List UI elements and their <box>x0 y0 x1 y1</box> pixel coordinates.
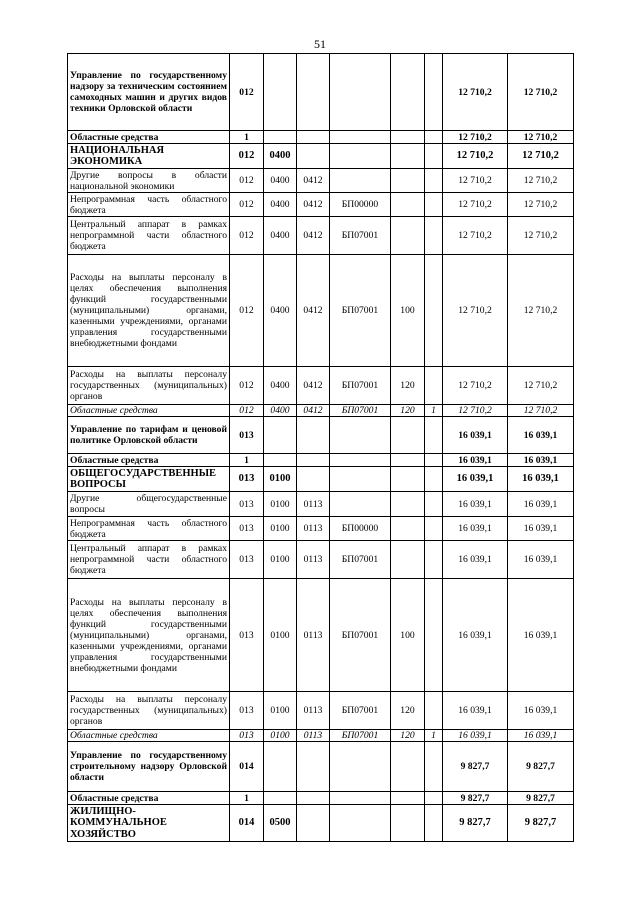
subsection-code-cell: 0412 <box>297 217 330 255</box>
admin-code-cell: 013 <box>230 541 264 579</box>
table-row <box>68 405 574 417</box>
amount-year-1-cell: 16 039,1 <box>443 541 508 579</box>
admin-code-cell: 012 <box>230 217 264 255</box>
expense-type-code-cell <box>391 467 425 492</box>
target-article-code-cell <box>330 417 391 454</box>
funding-source-code-cell <box>425 217 443 255</box>
expense-type-code-cell <box>391 492 425 517</box>
amount-year-2-cell: 16 039,1 <box>508 579 574 692</box>
subsection-code-cell <box>297 417 330 454</box>
expense-type-code-cell <box>391 805 425 842</box>
section-code-cell: 0400 <box>264 193 297 217</box>
amount-year-1-cell: 12 710,2 <box>443 169 508 193</box>
row-name-cell: Расходы на выплаты персоналу государственных (муниципальных) органов <box>68 367 230 405</box>
table-row <box>68 730 574 742</box>
admin-code-cell: 012 <box>230 255 264 367</box>
subsection-code-cell <box>297 54 330 131</box>
subsection-code-cell <box>297 454 330 467</box>
table-row <box>68 367 574 405</box>
subsection-code-cell: 0113 <box>297 517 330 541</box>
table-row <box>68 131 574 144</box>
table-row <box>68 742 574 792</box>
admin-code-cell: 012 <box>230 169 264 193</box>
amount-year-2-cell: 16 039,1 <box>508 492 574 517</box>
amount-year-1-cell: 16 039,1 <box>443 579 508 692</box>
section-code-cell <box>264 417 297 454</box>
admin-code-cell: 013 <box>230 730 264 742</box>
funding-source-code-cell <box>425 131 443 144</box>
table-row <box>68 467 574 492</box>
table-row <box>68 417 574 454</box>
funding-source-code-cell <box>425 541 443 579</box>
funding-source-code-cell <box>425 54 443 131</box>
subsection-code-cell: 0113 <box>297 730 330 742</box>
amount-year-2-cell: 16 039,1 <box>508 730 574 742</box>
expense-type-code-cell <box>391 169 425 193</box>
subsection-code-cell <box>297 131 330 144</box>
amount-year-2-cell: 16 039,1 <box>508 541 574 579</box>
admin-code-cell: 012 <box>230 54 264 131</box>
target-article-code-cell: БП07001 <box>330 730 391 742</box>
amount-year-1-cell: 9 827,7 <box>443 792 508 805</box>
amount-year-2-cell: 16 039,1 <box>508 692 574 730</box>
row-name-cell: Управление по государственному надзору за техническим состоянием самоходных машин и других видов техники Орловской области <box>68 54 230 131</box>
section-code-cell <box>264 131 297 144</box>
table-row <box>68 579 574 692</box>
admin-code-cell: 1 <box>230 792 264 805</box>
table-row <box>68 54 574 131</box>
amount-year-1-cell: 16 039,1 <box>443 492 508 517</box>
funding-source-code-cell <box>425 517 443 541</box>
expense-type-code-cell: 100 <box>391 579 425 692</box>
amount-year-1-cell: 12 710,2 <box>443 367 508 405</box>
row-name-cell: ЖИЛИЩНО-КОММУНАЛЬНОЕ ХОЗЯЙСТВО <box>68 805 230 842</box>
expense-type-code-cell <box>391 193 425 217</box>
target-article-code-cell: БП07001 <box>330 255 391 367</box>
admin-code-cell: 013 <box>230 692 264 730</box>
admin-code-cell: 013 <box>230 417 264 454</box>
section-code-cell: 0400 <box>264 255 297 367</box>
section-code-cell: 0400 <box>264 367 297 405</box>
section-code-cell: 0100 <box>264 692 297 730</box>
target-article-code-cell <box>330 742 391 792</box>
funding-source-code-cell <box>425 454 443 467</box>
funding-source-code-cell <box>425 805 443 842</box>
table-row <box>68 454 574 467</box>
amount-year-2-cell: 12 710,2 <box>508 54 574 131</box>
section-code-cell <box>264 742 297 792</box>
expense-type-code-cell: 120 <box>391 367 425 405</box>
subsection-code-cell: 0113 <box>297 492 330 517</box>
target-article-code-cell: БП07001 <box>330 367 391 405</box>
target-article-code-cell: БП07001 <box>330 692 391 730</box>
expense-type-code-cell <box>391 517 425 541</box>
amount-year-2-cell: 12 710,2 <box>508 131 574 144</box>
table-row <box>68 217 574 255</box>
admin-code-cell: 012 <box>230 144 264 169</box>
target-article-code-cell: БП07001 <box>330 217 391 255</box>
expense-type-code-cell <box>391 454 425 467</box>
amount-year-1-cell: 16 039,1 <box>443 454 508 467</box>
admin-code-cell: 013 <box>230 579 264 692</box>
admin-code-cell: 014 <box>230 805 264 842</box>
expense-type-code-cell <box>391 417 425 454</box>
amount-year-1-cell: 12 710,2 <box>443 54 508 131</box>
funding-source-code-cell <box>425 193 443 217</box>
funding-source-code-cell <box>425 169 443 193</box>
amount-year-2-cell: 12 710,2 <box>508 144 574 169</box>
section-code-cell: 0100 <box>264 579 297 692</box>
amount-year-1-cell: 9 827,7 <box>443 805 508 842</box>
funding-source-code-cell <box>425 255 443 367</box>
admin-code-cell: 013 <box>230 492 264 517</box>
subsection-code-cell: 0113 <box>297 692 330 730</box>
row-name-cell: Управление по тарифам и ценовой политике Орловской области <box>68 417 230 454</box>
expense-type-code-cell <box>391 54 425 131</box>
table-row <box>68 169 574 193</box>
row-name-cell: Областные средства <box>68 730 230 742</box>
funding-source-code-cell <box>425 579 443 692</box>
row-name-cell: Другие вопросы в области национальной экономики <box>68 169 230 193</box>
amount-year-2-cell: 12 710,2 <box>508 255 574 367</box>
row-name-cell: ОБЩЕГОСУДАРСТВЕННЫЕ ВОПРОСЫ <box>68 467 230 492</box>
expense-type-code-cell <box>391 131 425 144</box>
row-name-cell: Расходы на выплаты персоналу в целях обеспечения выполнения функций государственными (муниципальными) органами, казенными учреждениями, органами управления государственными внебюджетными фондами <box>68 255 230 367</box>
target-article-code-cell <box>330 169 391 193</box>
amount-year-2-cell: 16 039,1 <box>508 517 574 541</box>
section-code-cell <box>264 454 297 467</box>
table-row <box>68 541 574 579</box>
amount-year-2-cell: 16 039,1 <box>508 417 574 454</box>
section-code-cell: 0400 <box>264 405 297 417</box>
admin-code-cell: 014 <box>230 742 264 792</box>
amount-year-2-cell: 9 827,7 <box>508 742 574 792</box>
amount-year-2-cell: 12 710,2 <box>508 405 574 417</box>
amount-year-2-cell: 12 710,2 <box>508 217 574 255</box>
funding-source-code-cell <box>425 492 443 517</box>
subsection-code-cell <box>297 467 330 492</box>
table-row <box>68 193 574 217</box>
amount-year-1-cell: 16 039,1 <box>443 692 508 730</box>
table-row <box>68 517 574 541</box>
row-name-cell: Управление по государственному строительному надзору Орловской области <box>68 742 230 792</box>
row-name-cell: Другие общегосударственные вопросы <box>68 492 230 517</box>
funding-source-code-cell <box>425 792 443 805</box>
table-row <box>68 144 574 169</box>
target-article-code-cell: БП07001 <box>330 405 391 417</box>
expense-type-code-cell <box>391 792 425 805</box>
target-article-code-cell <box>330 131 391 144</box>
admin-code-cell: 012 <box>230 367 264 405</box>
expense-type-code-cell <box>391 742 425 792</box>
admin-code-cell: 1 <box>230 454 264 467</box>
table-body <box>68 54 574 842</box>
table-row <box>68 792 574 805</box>
expense-type-code-cell: 120 <box>391 405 425 417</box>
subsection-code-cell: 0412 <box>297 255 330 367</box>
amount-year-2-cell: 9 827,7 <box>508 805 574 842</box>
row-name-cell: Расходы на выплаты персоналу государственных (муниципальных) органов <box>68 692 230 730</box>
target-article-code-cell <box>330 792 391 805</box>
amount-year-2-cell: 16 039,1 <box>508 454 574 467</box>
subsection-code-cell: 0412 <box>297 405 330 417</box>
page-number: 51 <box>314 37 326 51</box>
row-name-cell: Областные средства <box>68 405 230 417</box>
section-code-cell: 0400 <box>264 144 297 169</box>
section-code-cell <box>264 54 297 131</box>
amount-year-1-cell: 12 710,2 <box>443 255 508 367</box>
funding-source-code-cell <box>425 692 443 730</box>
target-article-code-cell <box>330 492 391 517</box>
amount-year-2-cell: 9 827,7 <box>508 792 574 805</box>
row-name-cell: Центральный аппарат в рамках непрограммной части областного бюджета <box>68 541 230 579</box>
subsection-code-cell: 0412 <box>297 193 330 217</box>
target-article-code-cell <box>330 467 391 492</box>
target-article-code-cell <box>330 144 391 169</box>
funding-source-code-cell: 1 <box>425 405 443 417</box>
expense-type-code-cell: 100 <box>391 255 425 367</box>
section-code-cell: 0100 <box>264 730 297 742</box>
expense-type-code-cell <box>391 217 425 255</box>
subsection-code-cell: 0412 <box>297 169 330 193</box>
subsection-code-cell <box>297 805 330 842</box>
amount-year-1-cell: 16 039,1 <box>443 517 508 541</box>
row-name-cell: Областные средства <box>68 131 230 144</box>
subsection-code-cell: 0412 <box>297 367 330 405</box>
row-name-cell: Областные средства <box>68 792 230 805</box>
funding-source-code-cell <box>425 417 443 454</box>
target-article-code-cell <box>330 805 391 842</box>
target-article-code-cell <box>330 54 391 131</box>
target-article-code-cell <box>330 454 391 467</box>
amount-year-2-cell: 16 039,1 <box>508 467 574 492</box>
row-name-cell: Непрограммная часть областного бюджета <box>68 193 230 217</box>
expense-type-code-cell <box>391 541 425 579</box>
admin-code-cell: 013 <box>230 467 264 492</box>
subsection-code-cell: 0113 <box>297 541 330 579</box>
section-code-cell: 0100 <box>264 541 297 579</box>
target-article-code-cell: БП00000 <box>330 517 391 541</box>
row-name-cell: Областные средства <box>68 454 230 467</box>
section-code-cell: 0400 <box>264 217 297 255</box>
amount-year-1-cell: 9 827,7 <box>443 742 508 792</box>
amount-year-2-cell: 12 710,2 <box>508 367 574 405</box>
amount-year-1-cell: 12 710,2 <box>443 193 508 217</box>
funding-source-code-cell <box>425 144 443 169</box>
subsection-code-cell: 0113 <box>297 579 330 692</box>
subsection-code-cell <box>297 792 330 805</box>
section-code-cell: 0100 <box>264 467 297 492</box>
row-name-cell: НАЦИОНАЛЬНАЯ ЭКОНОМИКА <box>68 144 230 169</box>
admin-code-cell: 012 <box>230 193 264 217</box>
admin-code-cell: 1 <box>230 131 264 144</box>
subsection-code-cell <box>297 742 330 792</box>
target-article-code-cell: БП07001 <box>330 541 391 579</box>
amount-year-2-cell: 12 710,2 <box>508 169 574 193</box>
table-row <box>68 255 574 367</box>
amount-year-1-cell: 12 710,2 <box>443 405 508 417</box>
section-code-cell: 0100 <box>264 492 297 517</box>
amount-year-1-cell: 16 039,1 <box>443 417 508 454</box>
amount-year-1-cell: 16 039,1 <box>443 467 508 492</box>
expense-type-code-cell: 120 <box>391 730 425 742</box>
row-name-cell: Непрограммная часть областного бюджета <box>68 517 230 541</box>
expense-type-code-cell <box>391 144 425 169</box>
section-code-cell: 0500 <box>264 805 297 842</box>
budget-table <box>67 53 574 842</box>
expense-type-code-cell: 120 <box>391 692 425 730</box>
target-article-code-cell: БП07001 <box>330 579 391 692</box>
target-article-code-cell: БП00000 <box>330 193 391 217</box>
funding-source-code-cell: 1 <box>425 730 443 742</box>
row-name-cell: Расходы на выплаты персоналу в целях обеспечения выполнения функций государственными (муниципальными) органами, казенными учреждениями, органами управления государственными внебюджетными фондами <box>68 579 230 692</box>
admin-code-cell: 012 <box>230 405 264 417</box>
funding-source-code-cell <box>425 467 443 492</box>
amount-year-1-cell: 12 710,2 <box>443 131 508 144</box>
amount-year-1-cell: 12 710,2 <box>443 144 508 169</box>
funding-source-code-cell <box>425 742 443 792</box>
table-row <box>68 805 574 842</box>
amount-year-2-cell: 12 710,2 <box>508 193 574 217</box>
section-code-cell: 0100 <box>264 517 297 541</box>
funding-source-code-cell <box>425 367 443 405</box>
subsection-code-cell <box>297 144 330 169</box>
amount-year-1-cell: 16 039,1 <box>443 730 508 742</box>
section-code-cell: 0400 <box>264 169 297 193</box>
row-name-cell: Центральный аппарат в рамках непрограммной части областного бюджета <box>68 217 230 255</box>
admin-code-cell: 013 <box>230 517 264 541</box>
section-code-cell <box>264 792 297 805</box>
table-row <box>68 692 574 730</box>
table-row <box>68 492 574 517</box>
amount-year-1-cell: 12 710,2 <box>443 217 508 255</box>
